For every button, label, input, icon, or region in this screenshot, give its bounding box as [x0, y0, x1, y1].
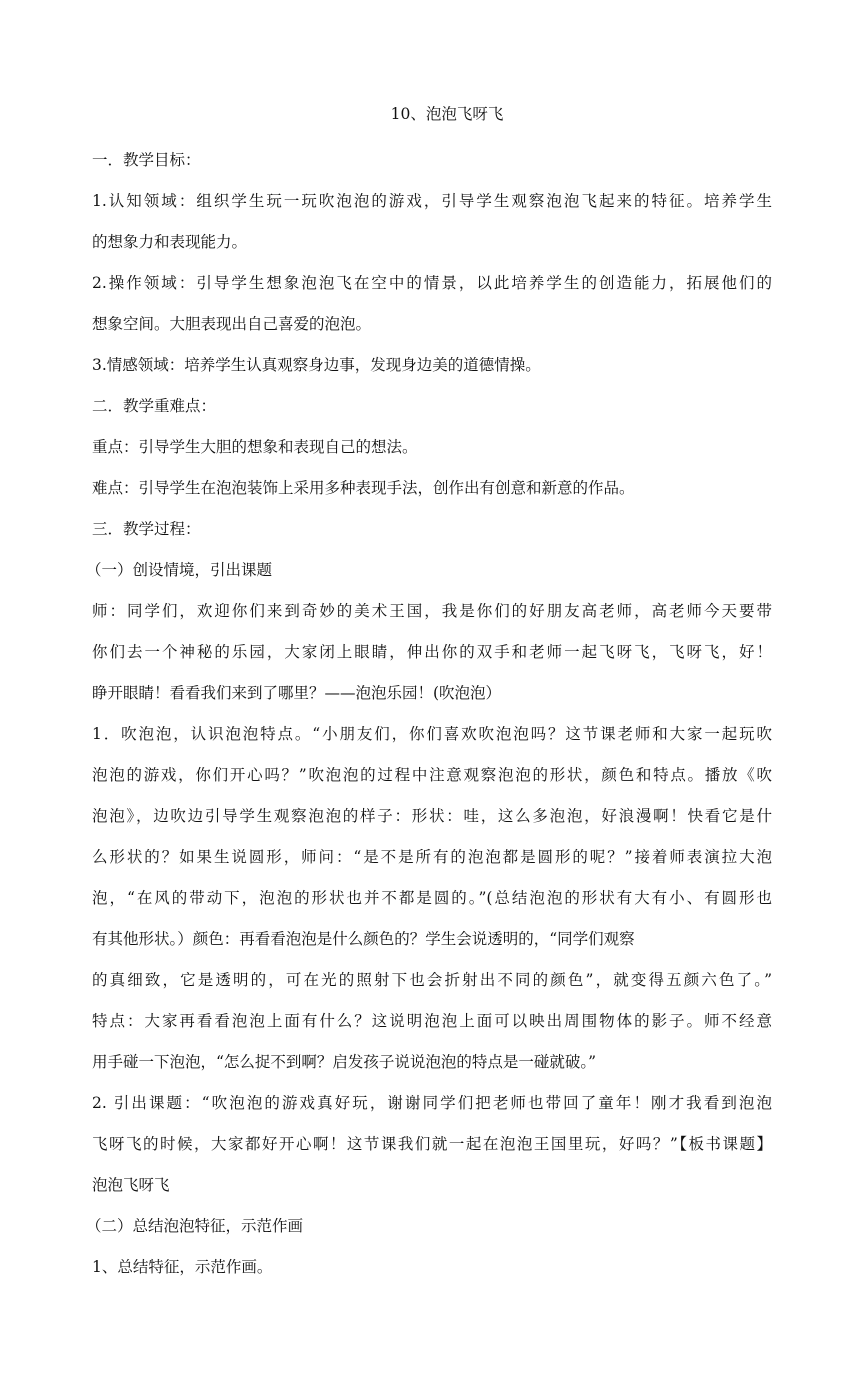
text-line: （一）创设情境，引出课题 [86, 561, 273, 579]
document-page [86, 104, 772, 1298]
text-line: （二）总结泡泡特征，示范作画 [86, 1217, 304, 1235]
text-line: 师：同学们，欢迎你们来到奇妙的美术王国，我是你们的好朋友高老师，高老师今天要带 [92, 602, 772, 620]
text-line: 1．吹泡泡，认识泡泡特点。“小朋友们，你们喜欢吹泡泡吗？这节课老师和大家一起玩吹 [92, 725, 772, 743]
document-body [86, 150, 772, 1277]
text-line: 一．教学目标： [92, 151, 201, 169]
text-line: 特点：大家再看看泡泡上面有什么？这说明泡泡上面可以映出周围物体的影子。师不经意 [92, 1012, 772, 1030]
text-line: 1、总结特征，示范作画。 [92, 1258, 273, 1276]
text-line: 飞呀飞的时候，大家都好开心啊！这节课我们就一起在泡泡王国里玩，好吗？”【板书课题】 [92, 1135, 772, 1153]
text-line: 么形状的？如果生说圆形，师问：“是不是所有的泡泡都是圆形的呢？”接着师表演拉大泡 [92, 848, 772, 866]
text-line: 2.操作领域：引导学生想象泡泡飞在空中的情景，以此培养学生的创造能力，拓展他们的 [92, 274, 772, 292]
text-line: 用手碰一下泡泡，“怎么捉不到啊？启发孩子说说泡泡的特点是一碰就破。” [92, 1053, 597, 1071]
text-line: 的想象力和表现能力。 [92, 233, 248, 251]
text-line: 3.情感领域：培养学生认真观察身边事，发现身边美的道德情操。 [92, 356, 541, 374]
text-line: 泡泡的游戏，你们开心吗？”吹泡泡的过程中注意观察泡泡的形状，颜色和特点。播放《吹 [92, 766, 772, 784]
text-line: 有其他形状。）颜色：再看看泡泡是什么颜色的？学生会说透明的，“同学们观察 [92, 930, 635, 948]
text-line: 2. 引出课题：“吹泡泡的游戏真好玩，谢谢同学们把老师也带回了童年！刚才我看到泡泡 [92, 1094, 772, 1112]
text-line: 泡，“在风的带动下，泡泡的形状也并不都是圆的。”(总结泡泡的形状有大有小、有圆形也 [92, 889, 772, 907]
text-line: 1.认知领域：组织学生玩一玩吹泡泡的游戏，引导学生观察泡泡飞起来的特征。培养学生 [92, 192, 772, 210]
text-line: 的真细致，它是透明的，可在光的照射下也会折射出不同的颜色”，就变得五颜六色了。” [92, 971, 772, 989]
text-line: 睁开眼睛！看看我们来到了哪里？——泡泡乐园！(吹泡泡） [92, 684, 502, 702]
text-line: 你们去一个神秘的乐园，大家闭上眼睛，伸出你的双手和老师一起飞呀飞，飞呀飞，好！ [92, 643, 772, 661]
text-line: 泡泡》，边吹边引导学生观察泡泡的样子：形状：哇，这么多泡泡，好浪漫啊！快看它是什 [92, 807, 772, 825]
text-line: 泡泡飞呀飞 [92, 1176, 170, 1194]
document-title: 10、泡泡飞呀飞 [390, 105, 504, 123]
text-line: 难点：引导学生在泡泡装饰上采用多种表现手法，创作出有创意和新意的作品。 [92, 479, 635, 497]
text-line: 三．教学过程： [92, 520, 201, 538]
text-line: 重点：引导学生大胆的想象和表现自己的想法。 [92, 438, 418, 456]
text-line: 二．教学重难点： [92, 397, 217, 415]
text-line: 想象空间。大胆表现出自己喜爱的泡泡。 [92, 315, 372, 333]
